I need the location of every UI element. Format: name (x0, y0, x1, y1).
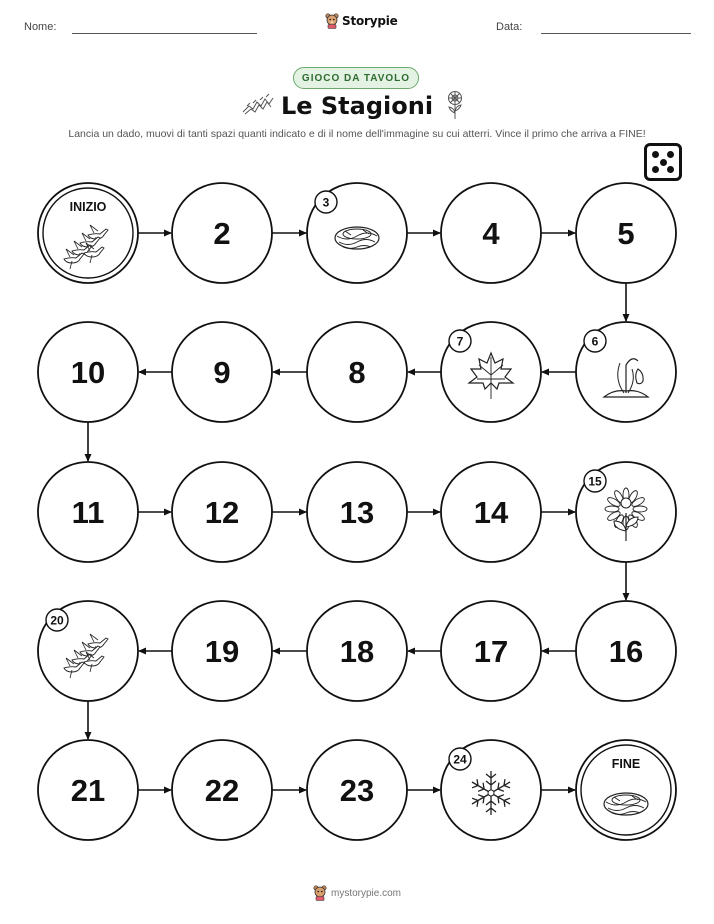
space-number: 18 (339, 634, 375, 669)
board-space[interactable] (441, 601, 541, 701)
space-number: 2 (213, 216, 231, 251)
space-badge-number: 3 (322, 195, 330, 210)
board-space[interactable] (307, 183, 407, 283)
board-space[interactable] (172, 322, 272, 422)
board-space[interactable] (307, 740, 407, 840)
space-number: 9 (213, 355, 231, 390)
space-number: 10 (70, 355, 106, 390)
space-badge-number: 20 (50, 613, 64, 628)
name-label: Nome: (24, 21, 57, 33)
space-circle (576, 740, 676, 840)
board-space[interactable] (576, 601, 676, 701)
board-space[interactable] (307, 322, 407, 422)
space-number: 14 (473, 495, 509, 530)
board-space[interactable] (38, 322, 138, 422)
space-number: 8 (348, 355, 366, 390)
footer (0, 885, 714, 901)
board-space[interactable] (172, 462, 272, 562)
space-number: 13 (339, 495, 375, 530)
space-number: 21 (70, 773, 106, 808)
board-space[interactable] (38, 740, 138, 840)
space-badge-number: 6 (591, 334, 599, 349)
page-title: Le Stagioni (280, 92, 434, 120)
space-number: 23 (339, 773, 375, 808)
board-space[interactable] (441, 740, 541, 840)
finish-label: FINE (611, 757, 641, 771)
space-circle (38, 183, 138, 283)
instructions: Lancia un dado, muovi di tanti spazi quanti indicato e di il nome dell'immagine su cui atterri. Vince il primo che arriva a FINE! (68, 128, 646, 140)
bear-mascot-icon (313, 885, 327, 901)
space-number: 12 (204, 495, 240, 530)
space-badge-number: 7 (456, 334, 464, 349)
board-space[interactable] (441, 322, 541, 422)
space-number: 19 (204, 634, 240, 669)
board-space[interactable] (38, 462, 138, 562)
start-label: INIZIO (69, 200, 107, 214)
date-label: Data: (496, 21, 523, 33)
board-space[interactable] (172, 183, 272, 283)
board-space[interactable] (576, 322, 676, 422)
board-space[interactable] (38, 601, 138, 701)
board-space[interactable] (576, 462, 676, 562)
space-number: 22 (204, 773, 240, 808)
board-space[interactable] (307, 601, 407, 701)
board-space[interactable] (172, 601, 272, 701)
space-number: 4 (482, 216, 500, 251)
space-badge-number: 24 (453, 752, 467, 767)
space-number: 5 (617, 216, 635, 251)
space-number: 17 (473, 634, 509, 669)
category-badge: GIOCO DA TAVOLO (293, 67, 419, 89)
board-space[interactable] (441, 462, 541, 562)
footer-url[interactable]: mystorypie.com (330, 887, 401, 899)
board-space[interactable] (441, 183, 541, 283)
space-number: 16 (608, 634, 644, 669)
board-space[interactable] (172, 740, 272, 840)
board-space[interactable] (576, 183, 676, 283)
brand-name: Storypie (342, 14, 398, 28)
space-badge-number: 15 (588, 474, 602, 489)
board-space[interactable] (576, 740, 676, 840)
board-space[interactable] (307, 462, 407, 562)
space-number: 11 (71, 495, 105, 530)
board-space[interactable] (38, 183, 138, 283)
